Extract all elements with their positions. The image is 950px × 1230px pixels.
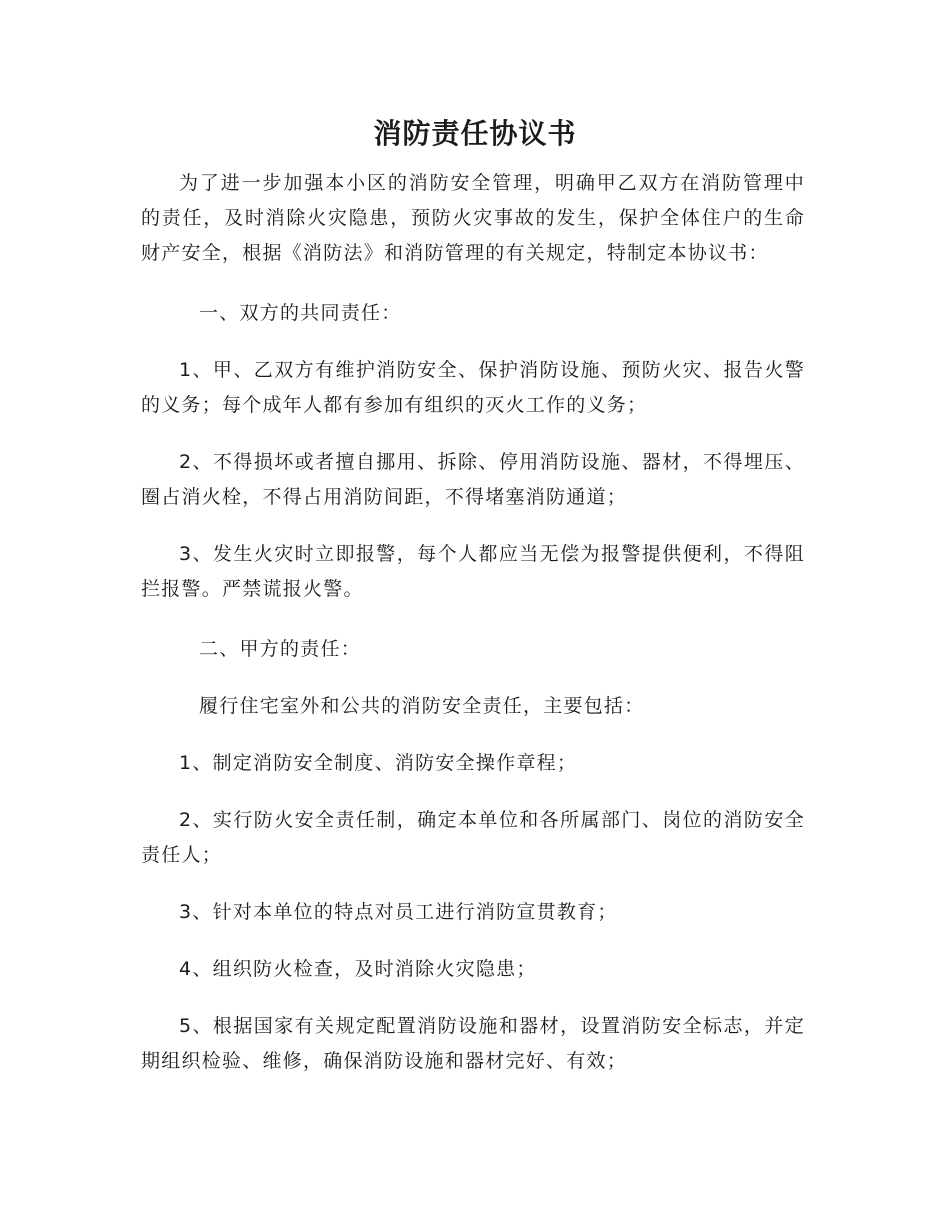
- joint-item-3: 3、发生火灾时立即报警，每个人都应当无偿为报警提供便利，不得阻拦报警。严禁谎报火警。: [141, 543, 805, 600]
- party-a-item-3: 3、针对本单位的特点对员工进行消防宣贯教育；: [179, 901, 618, 923]
- joint-item-2: 2、不得损坏或者擅自挪用、拆除、停用消防设施、器材，不得埋压、圈占消火栓，不得占用消防间距，不得堵塞消防通道；: [141, 451, 805, 508]
- joint-item-1: 1、甲、乙双方有维护消防安全、保护消防设施、预防火灾、报告火警的义务；每个成年人都有参加有组织的灭火工作的义务；: [141, 359, 805, 416]
- document-title: 消防责任协议书: [373, 117, 577, 150]
- section-heading-joint-responsibilities: 一、双方的共同责任：: [199, 302, 402, 324]
- party-a-item-2: 2、实行防火安全责任制，确定本单位和各所属部门、岗位的消防安全责任人；: [141, 809, 805, 866]
- party-a-item-5: 5、根据国家有关规定配置消防设施和器材，设置消防安全标志，并定期组织检验、维修，确保消防设施和器材完好、有效；: [141, 1015, 805, 1072]
- party-a-item-4: 4、组织防火检查，及时消除火灾隐患；: [179, 958, 537, 980]
- party-a-intro: 履行住宅室外和公共的消防安全责任，主要包括：: [199, 695, 645, 717]
- party-a-item-1: 1、制定消防安全制度、消防安全操作章程；: [179, 752, 578, 774]
- intro-paragraph: 为了进一步加强本小区的消防安全管理，明确甲乙双方在消防管理中的责任，及时消除火灾隐患，预防火灾事故的发生，保护全体住户的生命财产安全，根据《消防法》和消防管理的有关规定，特制定本协议书：: [141, 172, 805, 264]
- document-body: [141, 166, 805, 1079]
- section-heading-party-a-responsibilities: 二、甲方的责任：: [199, 638, 362, 660]
